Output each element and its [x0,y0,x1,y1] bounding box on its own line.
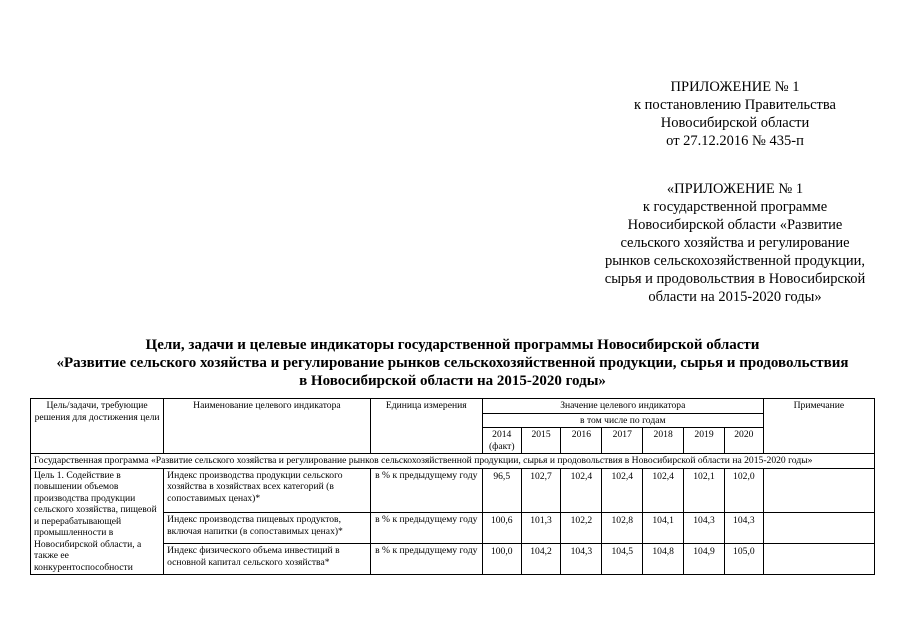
appendix-line: Новосибирской области [660,115,810,131]
program-appendix-line: области на 2015-2020 годы» [648,289,822,305]
value-cell: 102,7 [521,468,561,513]
header-year: 2020 [724,428,763,454]
program-appendix-line: сырья и продовольствия в Новосибирской [604,271,866,287]
header-year: 2019 [684,428,725,454]
indicator-cell: Индекс физического объема инвестиций в основной капитал сельского хозяйства* [164,544,371,575]
note-cell [763,513,874,544]
unit-cell: в % к предыдущему году [370,513,482,544]
appendix-line: от 27.12.2016 № 435-п [666,133,804,149]
title-line: в Новосибирской области на 2015-2020 годы» [299,373,606,389]
indicator-cell: Индекс производства пищевых продуктов, включая напитки (в сопоставимых ценах)* [164,513,371,544]
value-cell: 96,5 [482,468,521,513]
header-by-years: в том числе по годам [482,413,763,428]
indicators-table [30,398,875,575]
program-row-text: Государственная программа «Развитие сельского хозяйства и регулирование рынков сельскохозяйственной продукции, сырья и продовольствия в Новосибирской области на 2015-2020 годы» [31,454,875,469]
value-cell: 102,4 [561,468,602,513]
header-note: Примечание [763,399,874,454]
title-line: Цели, задачи и целевые индикаторы государственной программы Новосибирской области [145,337,760,353]
header-year: 2018 [643,428,684,454]
document-title [30,336,875,390]
value-cell: 102,0 [724,468,763,513]
program-row [31,454,875,469]
value-cell: 100,6 [482,513,521,544]
header-row [31,399,875,414]
program-appendix-line: «ПРИЛОЖЕНИЕ № 1 [666,181,804,197]
goal-cell: Цель 1. Содействие в повышении объемов производства продукции сельского хозяйства, пищевой и перерабатывающей промышленности в Новосибирской области, а также ее конкурентоспособности [31,468,164,575]
header-goal: Цель/задачи, требующие решения для достижения цели [31,399,164,454]
value-cell: 104,5 [602,544,643,575]
program-appendix-line: к государственной программе [642,199,828,215]
value-cell: 104,8 [643,544,684,575]
unit-cell: в % к предыдущему году [370,544,482,575]
value-cell: 104,9 [684,544,725,575]
header-value: Значение целевого индикатора [482,399,763,414]
value-cell: 102,1 [684,468,725,513]
note-cell [763,468,874,513]
header-unit: Единица измерения [370,399,482,454]
value-cell: 104,3 [561,544,602,575]
program-appendix-header [585,180,885,306]
unit-cell: в % к предыдущему году [370,468,482,513]
header-indicator: Наименование целевого индикатора [164,399,371,454]
header-year: 2016 [561,428,602,454]
header-year: 2017 [602,428,643,454]
value-cell: 102,4 [602,468,643,513]
value-cell: 102,2 [561,513,602,544]
value-cell: 104,3 [684,513,725,544]
title-line: «Развитие сельского хозяйства и регулирование рынков сельскохозяйственной продукции, сырья и продовольствия [56,355,849,371]
table-row [31,468,875,513]
program-appendix-line: рынков сельскохозяйственной продукции, [605,253,865,269]
value-cell: 105,0 [724,544,763,575]
appendix-header [600,78,870,150]
header-year: 2014 (факт) [482,428,521,454]
value-cell: 100,0 [482,544,521,575]
appendix-line: ПРИЛОЖЕНИЕ № 1 [670,79,800,95]
value-cell: 101,3 [521,513,561,544]
value-cell: 102,8 [602,513,643,544]
program-appendix-line: Новосибирской области «Развитие [627,217,843,233]
appendix-line: к постановлению Правительства [634,97,836,113]
indicator-cell: Индекс производства продукции сельского хозяйства в хозяйствах всех категорий (в сопоставимых ценах)* [164,468,371,513]
value-cell: 102,4 [643,468,684,513]
value-cell: 104,3 [724,513,763,544]
header-year: 2015 [521,428,561,454]
program-appendix-line: сельского хозяйства и регулирование [620,235,850,251]
note-cell [763,544,874,575]
value-cell: 104,1 [643,513,684,544]
value-cell: 104,2 [521,544,561,575]
